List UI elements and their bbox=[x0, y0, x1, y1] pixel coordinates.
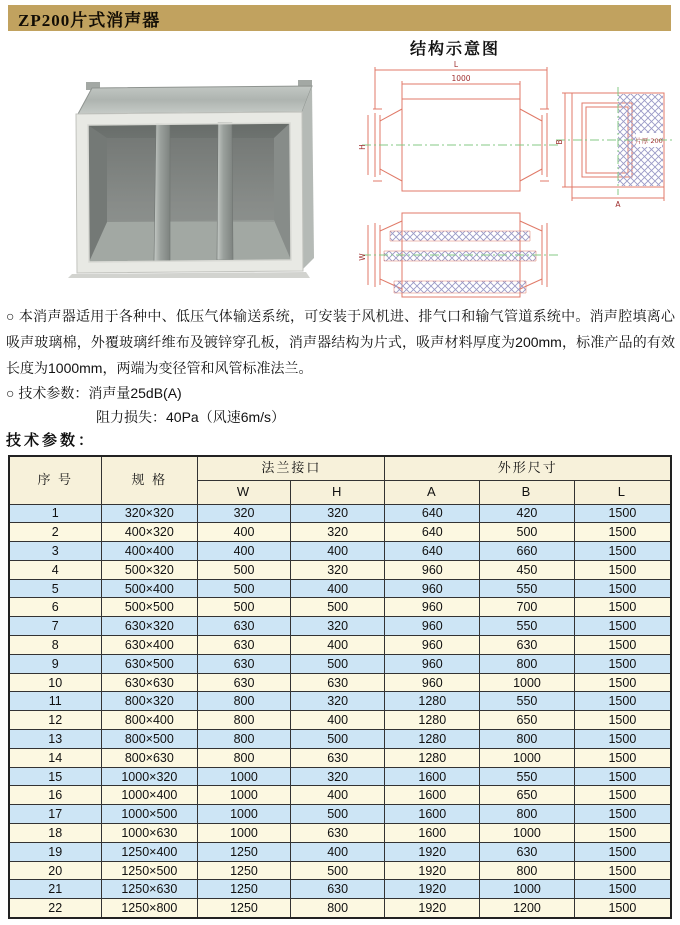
table-cell: 550 bbox=[480, 579, 575, 598]
table-cell: 10 bbox=[9, 673, 101, 692]
table-row bbox=[9, 560, 671, 579]
table-cell: 1200 bbox=[480, 899, 575, 918]
table-cell: 1 bbox=[9, 504, 101, 523]
structure-diagram-svg bbox=[340, 55, 675, 303]
table-cell: 1500 bbox=[574, 711, 671, 730]
pressure-loss-value: 阻力损失：40Pa（风速6m/s） bbox=[96, 409, 286, 425]
table-cell: 9 bbox=[9, 654, 101, 673]
table-cell: 1500 bbox=[574, 636, 671, 655]
table-cell: 500 bbox=[198, 598, 291, 617]
table-cell: 1000 bbox=[480, 673, 575, 692]
table-cell: 400 bbox=[290, 842, 385, 861]
table-cell: 320 bbox=[290, 560, 385, 579]
table-cell: 500 bbox=[290, 598, 385, 617]
header-l: L bbox=[574, 480, 671, 504]
table-cell: 660 bbox=[480, 542, 575, 561]
table-cell: 11 bbox=[9, 692, 101, 711]
bullet-circle-icon: ○ bbox=[6, 385, 15, 401]
table-cell: 1600 bbox=[385, 805, 480, 824]
table-cell: 450 bbox=[480, 560, 575, 579]
table-cell: 800 bbox=[198, 692, 291, 711]
table-row bbox=[9, 880, 671, 899]
table-cell: 630 bbox=[290, 748, 385, 767]
table-cell: 19 bbox=[9, 842, 101, 861]
table-cell: 1500 bbox=[574, 504, 671, 523]
table-cell: 630 bbox=[290, 673, 385, 692]
table-row bbox=[9, 824, 671, 843]
table-cell: 500 bbox=[290, 805, 385, 824]
plate-thickness-note: 片厚 200 bbox=[635, 137, 663, 145]
dim-1000-label: 1000 bbox=[451, 74, 471, 83]
table-row bbox=[9, 542, 671, 561]
table-cell: 1250 bbox=[198, 861, 291, 880]
table-cell: 960 bbox=[385, 617, 480, 636]
dim-B-label: B bbox=[555, 139, 564, 145]
table-row bbox=[9, 692, 671, 711]
table-cell: 7 bbox=[9, 617, 101, 636]
table-cell: 800×320 bbox=[101, 692, 198, 711]
table-cell: 500 bbox=[290, 861, 385, 880]
table-cell: 960 bbox=[385, 673, 480, 692]
table-cell: 1920 bbox=[385, 861, 480, 880]
table-cell: 1500 bbox=[574, 598, 671, 617]
table-cell: 630 bbox=[198, 617, 291, 636]
header-flange-group: 法兰接口 bbox=[198, 456, 385, 480]
table-cell: 1500 bbox=[574, 560, 671, 579]
table-cell: 1280 bbox=[385, 748, 480, 767]
page-title: ZP200片式消声器 bbox=[18, 10, 161, 30]
table-cell: 400 bbox=[290, 636, 385, 655]
table-row bbox=[9, 899, 671, 918]
table-cell: 1000×500 bbox=[101, 805, 198, 824]
table-cell: 400×320 bbox=[101, 523, 198, 542]
table-cell: 630×320 bbox=[101, 617, 198, 636]
table-cell: 550 bbox=[480, 692, 575, 711]
table-cell: 500×500 bbox=[101, 598, 198, 617]
dim-W-label: W bbox=[358, 253, 367, 261]
table-row bbox=[9, 579, 671, 598]
table-cell: 500×400 bbox=[101, 579, 198, 598]
description-paragraph bbox=[6, 303, 675, 381]
table-cell: 1250×800 bbox=[101, 899, 198, 918]
table-cell: 800 bbox=[198, 711, 291, 730]
table-cell: 320 bbox=[290, 523, 385, 542]
table-cell: 800×400 bbox=[101, 711, 198, 730]
table-cell: 320 bbox=[290, 504, 385, 523]
dim-A-label: A bbox=[615, 200, 621, 209]
title-bar bbox=[8, 5, 671, 31]
table-cell: 630×500 bbox=[101, 654, 198, 673]
table-cell: 630 bbox=[480, 636, 575, 655]
tech-note-line1 bbox=[6, 381, 675, 405]
table-cell: 1500 bbox=[574, 786, 671, 805]
table-cell: 1500 bbox=[574, 542, 671, 561]
table-row bbox=[9, 861, 671, 880]
table-cell: 960 bbox=[385, 560, 480, 579]
header-w: W bbox=[198, 480, 291, 504]
noise-reduction-value: 技术参数：消声量25dB(A) bbox=[18, 385, 182, 401]
table-cell: 4 bbox=[9, 560, 101, 579]
table-cell: 1500 bbox=[574, 692, 671, 711]
table-cell: 1500 bbox=[574, 880, 671, 899]
table-heading: 技术参数： bbox=[6, 432, 97, 449]
header-dim-group: 外形尺寸 bbox=[385, 456, 671, 480]
table-cell: 22 bbox=[9, 899, 101, 918]
table-cell: 1000 bbox=[480, 748, 575, 767]
spec-table bbox=[8, 455, 672, 919]
table-cell: 650 bbox=[480, 711, 575, 730]
table-cell: 640 bbox=[385, 523, 480, 542]
table-cell: 800×500 bbox=[101, 730, 198, 749]
table-cell: 500 bbox=[290, 730, 385, 749]
dim-L-label: L bbox=[453, 60, 459, 69]
table-cell: 1500 bbox=[574, 523, 671, 542]
table-cell: 400 bbox=[290, 579, 385, 598]
table-cell: 1500 bbox=[574, 899, 671, 918]
table-cell: 400 bbox=[290, 786, 385, 805]
tech-note-line2 bbox=[6, 405, 675, 429]
table-cell: 1000 bbox=[198, 805, 291, 824]
table-row bbox=[9, 636, 671, 655]
table-cell: 420 bbox=[480, 504, 575, 523]
header-spec: 规 格 bbox=[101, 456, 198, 504]
table-cell: 630×400 bbox=[101, 636, 198, 655]
table-cell: 1250 bbox=[198, 842, 291, 861]
table-cell: 500 bbox=[198, 579, 291, 598]
header-a: A bbox=[385, 480, 480, 504]
table-row bbox=[9, 598, 671, 617]
silencer-photo-illustration bbox=[52, 68, 324, 293]
header-h: H bbox=[290, 480, 385, 504]
table-cell: 18 bbox=[9, 824, 101, 843]
table-cell: 960 bbox=[385, 579, 480, 598]
table-cell: 800 bbox=[480, 730, 575, 749]
table-cell: 1250×500 bbox=[101, 861, 198, 880]
table-row bbox=[9, 842, 671, 861]
table-cell: 640 bbox=[385, 504, 480, 523]
table-row bbox=[9, 786, 671, 805]
table-cell: 500 bbox=[480, 523, 575, 542]
bullet-circle-icon: ○ bbox=[6, 308, 15, 324]
table-cell: 1250 bbox=[198, 899, 291, 918]
table-cell: 13 bbox=[9, 730, 101, 749]
table-cell: 1000×630 bbox=[101, 824, 198, 843]
table-cell: 1280 bbox=[385, 730, 480, 749]
table-cell: 630 bbox=[290, 824, 385, 843]
table-cell: 15 bbox=[9, 767, 101, 786]
table-cell: 1600 bbox=[385, 824, 480, 843]
table-cell: 1500 bbox=[574, 861, 671, 880]
product-photo bbox=[52, 68, 324, 298]
table-cell: 2 bbox=[9, 523, 101, 542]
table-cell: 1500 bbox=[574, 579, 671, 598]
table-cell: 500×320 bbox=[101, 560, 198, 579]
table-row bbox=[9, 504, 671, 523]
diagram-title: 结构示意图 bbox=[409, 41, 500, 58]
table-row bbox=[9, 730, 671, 749]
table-cell: 960 bbox=[385, 636, 480, 655]
table-cell: 960 bbox=[385, 598, 480, 617]
table-cell: 800 bbox=[480, 861, 575, 880]
table-row bbox=[9, 654, 671, 673]
table-cell: 1920 bbox=[385, 842, 480, 861]
table-cell: 500 bbox=[198, 560, 291, 579]
table-cell: 550 bbox=[480, 767, 575, 786]
table-cell: 1000 bbox=[198, 824, 291, 843]
table-cell: 21 bbox=[9, 880, 101, 899]
table-cell: 1250 bbox=[198, 880, 291, 899]
table-cell: 1500 bbox=[574, 748, 671, 767]
table-cell: 1500 bbox=[574, 824, 671, 843]
table-cell: 14 bbox=[9, 748, 101, 767]
table-cell: 400×400 bbox=[101, 542, 198, 561]
table-cell: 1600 bbox=[385, 786, 480, 805]
table-cell: 400 bbox=[198, 542, 291, 561]
table-cell: 1250×630 bbox=[101, 880, 198, 899]
table-cell: 630×630 bbox=[101, 673, 198, 692]
table-cell: 800 bbox=[480, 805, 575, 824]
tech-parameter-note bbox=[6, 381, 675, 429]
table-cell: 630 bbox=[290, 880, 385, 899]
table-cell: 800 bbox=[480, 654, 575, 673]
table-cell: 1500 bbox=[574, 673, 671, 692]
table-cell: 1280 bbox=[385, 692, 480, 711]
table-cell: 630 bbox=[198, 673, 291, 692]
table-row bbox=[9, 748, 671, 767]
table-cell: 1000 bbox=[480, 880, 575, 899]
table-row bbox=[9, 523, 671, 542]
table-cell: 1500 bbox=[574, 654, 671, 673]
table-cell: 1500 bbox=[574, 805, 671, 824]
table-row bbox=[9, 617, 671, 636]
table-row bbox=[9, 805, 671, 824]
table-cell: 3 bbox=[9, 542, 101, 561]
table-cell: 1920 bbox=[385, 899, 480, 918]
table-cell: 8 bbox=[9, 636, 101, 655]
table-cell: 1000 bbox=[198, 767, 291, 786]
dim-H-label: H bbox=[358, 144, 367, 150]
header-seq: 序 号 bbox=[9, 456, 101, 504]
table-cell: 1500 bbox=[574, 842, 671, 861]
structure-diagram bbox=[340, 55, 675, 308]
table-cell: 550 bbox=[480, 617, 575, 636]
table-cell: 800 bbox=[290, 899, 385, 918]
table-cell: 1000 bbox=[198, 786, 291, 805]
table-row bbox=[9, 673, 671, 692]
table-cell: 1500 bbox=[574, 617, 671, 636]
table-cell: 1500 bbox=[574, 730, 671, 749]
table-cell: 650 bbox=[480, 786, 575, 805]
table-cell: 800×630 bbox=[101, 748, 198, 767]
table-cell: 400 bbox=[198, 523, 291, 542]
table-cell: 630 bbox=[198, 636, 291, 655]
table-cell: 1920 bbox=[385, 880, 480, 899]
table-cell: 320 bbox=[198, 504, 291, 523]
table-cell: 400 bbox=[290, 542, 385, 561]
table-cell: 800 bbox=[198, 730, 291, 749]
table-cell: 12 bbox=[9, 711, 101, 730]
table-cell: 630 bbox=[198, 654, 291, 673]
table-cell: 16 bbox=[9, 786, 101, 805]
spec-table-header bbox=[9, 456, 671, 504]
table-cell: 640 bbox=[385, 542, 480, 561]
table-row bbox=[9, 767, 671, 786]
table-cell: 20 bbox=[9, 861, 101, 880]
table-cell: 700 bbox=[480, 598, 575, 617]
table-cell: 1000×320 bbox=[101, 767, 198, 786]
description-text: 本消声器适用于各种中、低压气体输送系统，可安装于风机进、排气口和输气管道系统中。消声腔填离心吸声玻璃棉，外覆玻璃纤维布及镀锌穿孔板，消声器结构为片式，吸声材料厚度为200mm，标准产品的有效长度为1000mm，两端为变径管和风管标准法兰。 bbox=[6, 308, 676, 376]
table-cell: 320 bbox=[290, 767, 385, 786]
table-cell: 960 bbox=[385, 654, 480, 673]
table-cell: 320 bbox=[290, 692, 385, 711]
table-cell: 630 bbox=[480, 842, 575, 861]
table-cell: 500 bbox=[290, 654, 385, 673]
header-b: B bbox=[480, 480, 575, 504]
table-cell: 1600 bbox=[385, 767, 480, 786]
table-cell: 400 bbox=[290, 711, 385, 730]
table-cell: 6 bbox=[9, 598, 101, 617]
table-cell: 1000×400 bbox=[101, 786, 198, 805]
table-cell: 17 bbox=[9, 805, 101, 824]
table-cell: 1280 bbox=[385, 711, 480, 730]
table-cell: 320×320 bbox=[101, 504, 198, 523]
table-cell: 1000 bbox=[480, 824, 575, 843]
spec-table-body bbox=[9, 504, 671, 918]
table-cell: 1250×400 bbox=[101, 842, 198, 861]
table-row bbox=[9, 711, 671, 730]
table-cell: 320 bbox=[290, 617, 385, 636]
table-cell: 5 bbox=[9, 579, 101, 598]
table-cell: 800 bbox=[198, 748, 291, 767]
table-cell: 1500 bbox=[574, 767, 671, 786]
